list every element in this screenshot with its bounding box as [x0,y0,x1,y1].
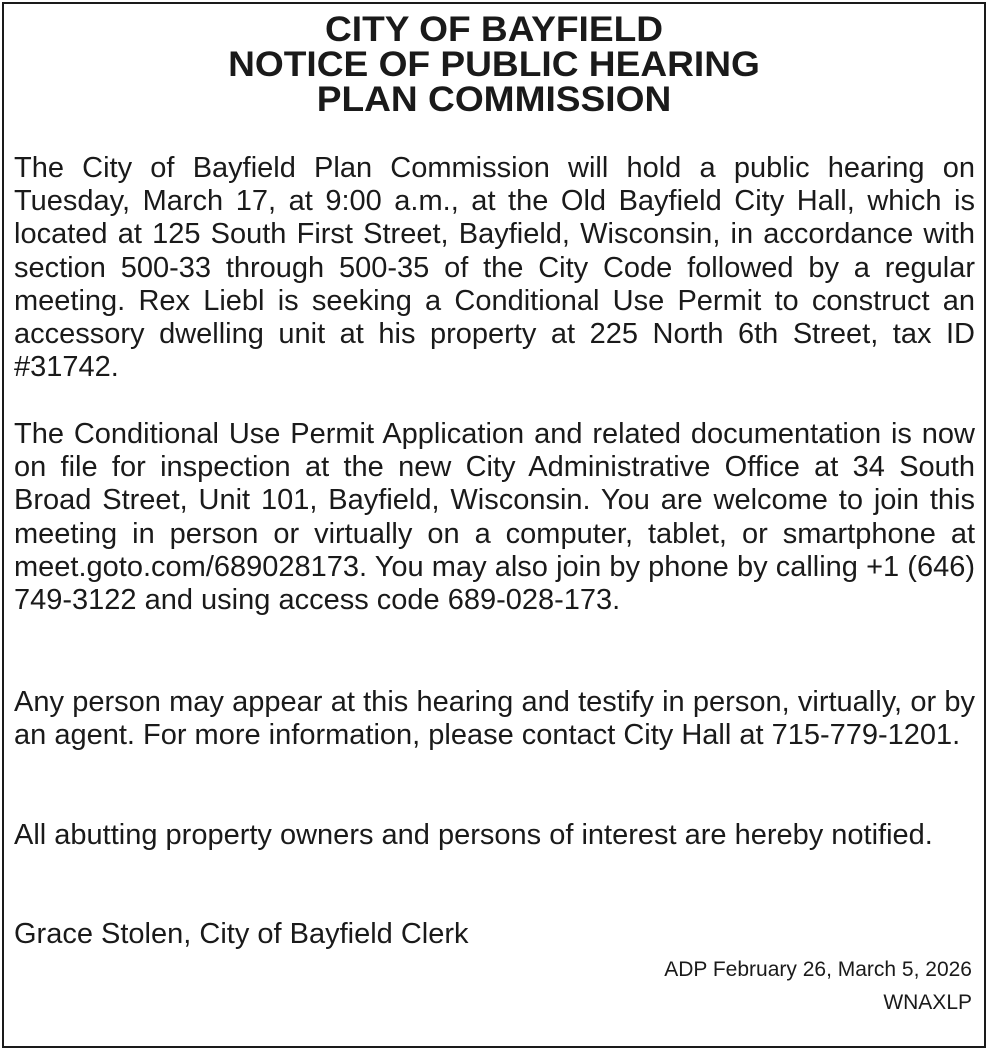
title-notice: NOTICE OF PUBLIC HEARING [228,45,760,84]
hearing-details-paragraph: The City of Bayfield Plan Commission will hold a public hearing on Tuesday, March 17, at 9:00 a.m., at the Old Bayfield City Hall, which is located at 125 South First Street, Bayfield, Wisconsin, in accordance with section 500-33 through 500-35 of the City Code followed by a regular meeting. Rex Liebl is seeking a Conditional Use Permit to construct an accessory dwelling unit at his property at 225 North 6th Street, tax ID #31742. [14,152,975,384]
title-city: CITY OF BAYFIELD [324,10,664,49]
title-commission: PLAN COMMISSION [316,80,672,119]
notice-title [2,12,986,117]
clerk-signature: Grace Stolen, City of Bayfield Clerk [14,918,469,950]
public-notice [2,2,986,1048]
testimony-paragraph: Any person may appear at this hearing and testify in person, virtually, or by an agent. For more information, please contact City Hall at 715-779-1201. [14,686,975,752]
publication-dates: ADP February 26, March 5, 2026 [664,958,972,981]
publication-code: WNAXLP [883,991,972,1014]
notification-paragraph: All abutting property owners and persons of interest are hereby notified. [14,819,933,851]
application-access-paragraph: The Conditional Use Permit Application and related documentation is now on file for inspection at the new City Administrative Office at 34 South Broad Street, Unit 101, Bayfield, Wisconsin. You are welcome to join this meeting in person or virtually on a computer, tablet, or smartphone at meet.goto.com/689028173. You may also join by phone by calling +1 (646) 749-3122 and using access code 689-028-173. [14,418,975,617]
